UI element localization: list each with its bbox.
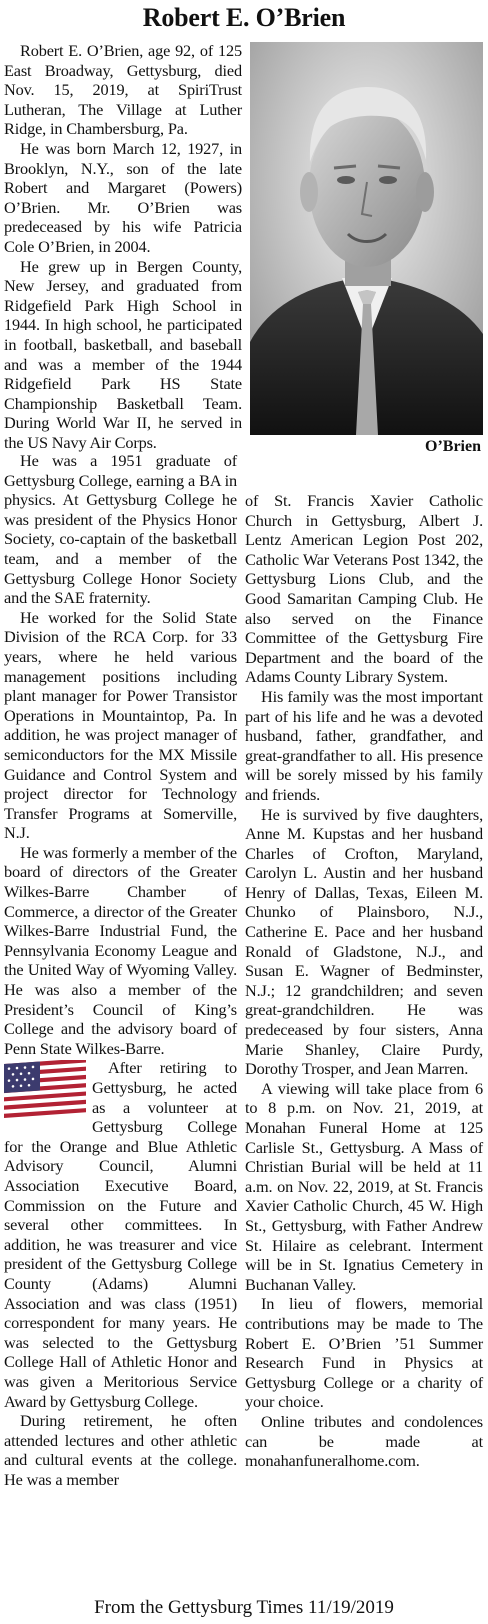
paragraph: He was a 1951 graduate of Gettysburg College, earning a BA in physics. At Gettysburg College he was president of the Physics Honor Society, co-captain of the basketball team, and a member of the Gettysburg College Honor Society and the SAE fraternity. <box>4 451 237 608</box>
column-left-top <box>4 41 242 452</box>
obituary-title: Robert E. O’Brien <box>142 3 346 32</box>
paragraph: Robert E. O’Brien, age 92, of 125 East Broadway, Gettysburg, died Nov. 15, 2019, at SpiriTrust Lutheran, The Village at Luther Ridge, in Chambersburg, Pa. <box>4 41 242 139</box>
paragraph: He grew up in Bergen County, New Jersey, and graduated from Ridgefield Park High School in 1944. In high school, he participated in football, basketball, and baseball and was a member of the 1944 Ridgefield Park HS State Championship Basketball Team. During World War II, he served in the US Navy Air Corps. <box>4 256 242 452</box>
column-right <box>245 491 483 1471</box>
portrait-photo <box>250 42 483 435</box>
portrait-photo-icon <box>250 42 483 435</box>
american-flag-icon <box>4 1060 86 1120</box>
photo-caption: O’Brien <box>425 438 481 455</box>
column-left-bottom <box>4 451 237 1489</box>
paragraph: He was formerly a member of the board of directors of the Greater Wilkes-Barre Chamber of Commerce, a director of the Greater Wilkes-Barre Industrial Fund, the Pennsylvania Economy League and the United Way of Wyoming Valley. He was also a member of the President’s Council of King’s College and the advisory board of Penn State Wilkes-Barre. <box>4 842 237 1058</box>
paragraph: He worked for the Solid State Division of the RCA Corp. for 33 years, where he held various management positions including plant manager for Power Transistor Operations in Mountaintop, Pa. In addition, he was project manager of semiconductors for the MX Missile Guidance and Control System and project director for Technology Transfer Programs at Somerville, N.J. <box>4 607 237 843</box>
paragraph: of St. Francis Xavier Catholic Church in Gettysburg, Albert J. Lentz American Legion Post 202, Catholic War Veterans Post 1342, the Gettysburg Lions Club, and the Good Samaritan Camping Club. He also served on the Finance Committee of the Gettysburg Fire Department and the board of the Adams County Library System. <box>245 491 483 687</box>
paragraph: He is survived by five daughters, Anne M. Kupstas and her husband Charles of Crofton, Maryland, Carolyn L. Austin and her husband Henry of Dallas, Texas, Eileen M. Chunko of Plainsboro, N.J., Catherine E. Pace and her husband Ronald of Gladstone, N.J., and Susan E. Wagner of Bedminster, N.J.; 12 grandchildren; and seven great-grandchildren. He was predeceased by four sisters, Anna Marie Shanley, Claire Purdy, Dorothy Trosper, and Jean Marren. <box>245 804 483 1079</box>
paragraph: A viewing will take place from 6 to 8 p.m. on Nov. 21, 2019, at Monahan Funeral Home at 125 Carlisle St., Gettysburg. A Mass of Christian Burial will be held at 11 a.m. on Nov. 22, 2019, at St. Francis Xavier Catholic Church, 45 W. High St., Gettysburg, with Father Andrew St. Hilaire as celebrant. Interment will be in St. Ignatius Cemetery in Buchanan Valley. <box>245 1078 483 1294</box>
paragraph: Online tributes and condolences can be made at monahanfuneralhome.com. <box>245 1411 483 1471</box>
paragraph: During retirement, he often attended lectures and other athletic and cultural events at the college. He was a member <box>4 1411 237 1489</box>
source-footer: From the Gettysburg Times 11/19/2019 <box>94 1597 394 1618</box>
paragraph: In lieu of flowers, memorial contributions may be made to The Robert E. O’Brien ’51 Summer Research Fund in Physics at Gettysburg College or a charity of your choice. <box>245 1294 483 1412</box>
paragraph: After retiring to Gettysburg, he acted as a volunteer at Gettysburg College for the Orange and Blue Athletic Advisory Council, Alumni Association Executive Board, Commission on the Future and several other committees. In addition, he was treasurer and vice president of the Gettysburg College County (Adams) Alumni Association and was class (1951) correspondent for many years. He was selected to the Gettysburg College Hall of Athletic Honor and was given a Meritorious Service Award by Gettysburg College. <box>4 1058 237 1411</box>
paragraph: His family was the most important part of his life and he was a devoted husband, father, grandfather, and great-grandfather to all. His presence will be sorely missed by his family and friends. <box>245 686 483 804</box>
paragraph: He was born March 12, 1927, in Brooklyn, N.Y., son of the late Robert and Margaret (Powers) O’Brien. Mr. O’Brien was predeceased by his wife Patricia Cole O’Brien, in 2004. <box>4 138 242 256</box>
